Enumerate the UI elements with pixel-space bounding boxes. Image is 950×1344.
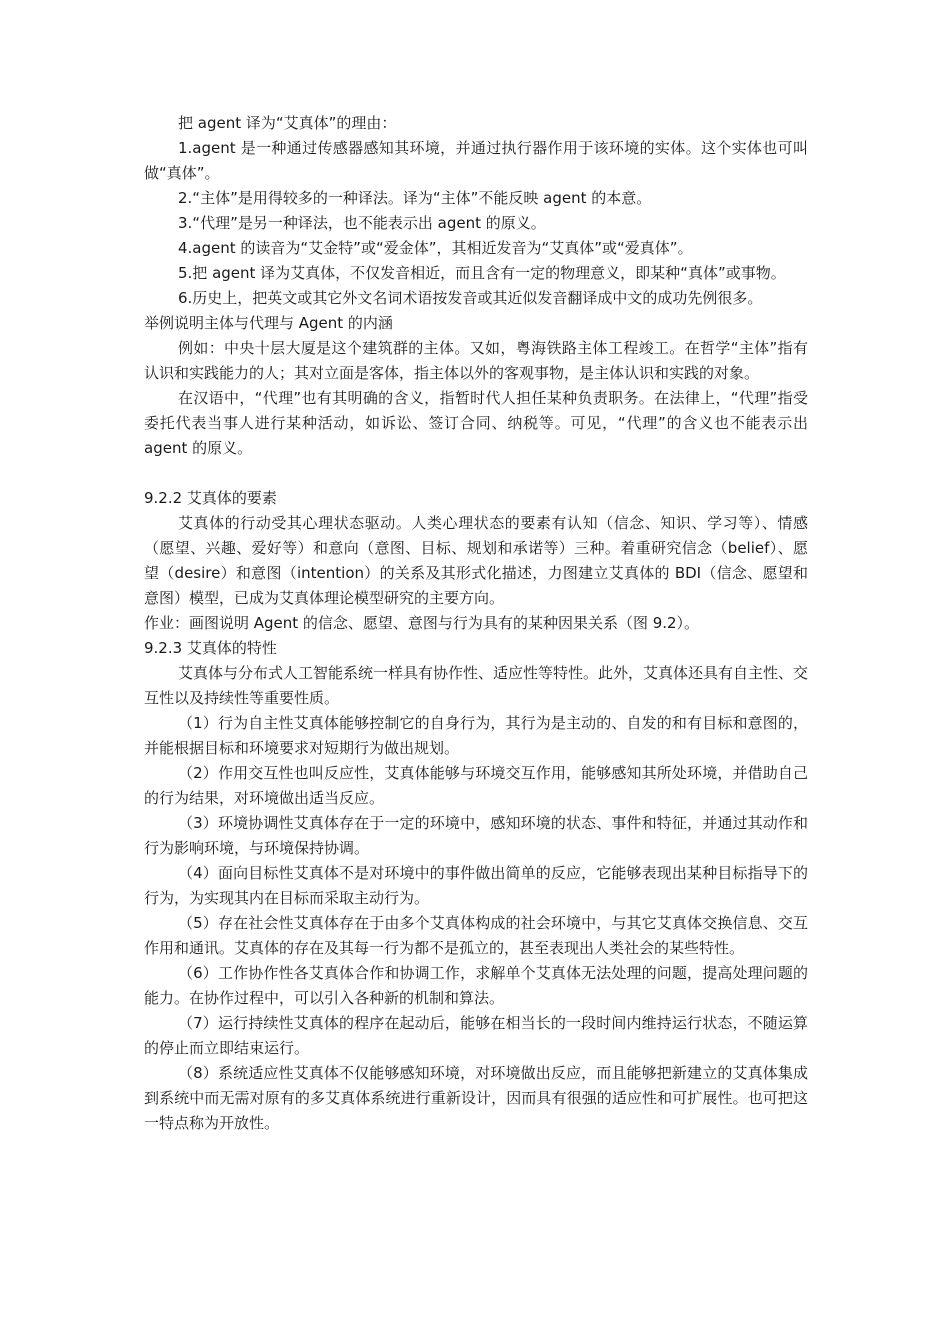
- body-paragraph: 艾真体的行动受其心理状态驱动。人类心理状态的要素有认知（信念、知识、学习等）、情感（愿望、兴趣、爱好等）和意向（意图、目标、规划和承诺等）三种。着重研究信念（belief）、愿望（desire）和意图（intention）的关系及其形式化描述，力图建立艾真体的 BDI（信念、愿望和意图）模型，已成为艾真体理论模型研究的主要方向。: [144, 514, 808, 607]
- example-paragraph: 例如：中央十层大厦是这个建筑群的主体。又如，粤海铁路主体工程竣工。在哲学“主体”指有认识和实践能力的人；其对立面是客体，指主体以外的客观事物，是主体认识和实践的对象。: [144, 339, 808, 382]
- section-heading: 9.2.3 艾真体的特性: [144, 639, 277, 657]
- property-item: （8）系统适应性艾真体不仅能够感知环境，对环境做出反应，而且能够把新建立的艾真体集成到系统中而无需对原有的多艾真体系统进行重新设计，因而具有很强的适应性和可扩展性。也可把这一特点称为开放性。: [144, 1064, 808, 1132]
- example-heading: 举例说明主体与代理与 Agent 的内涵: [144, 314, 393, 332]
- property-item: （1）行为自主性艾真体能够控制它的自身行为，其行为是主动的、自发的和有目标和意图的，并能根据目标和环境要求对短期行为做出规划。: [144, 714, 808, 757]
- blank-line: [144, 461, 808, 486]
- reason-item: 4.agent 的读音为“艾金特”或“爱金体”，其相近发音为“艾真体”或“爱真体”。: [178, 239, 693, 257]
- document-page: [144, 111, 808, 1136]
- body-paragraph: 艾真体与分布式人工智能系统一样具有协作性、适应性等特性。此外，艾真体还具有自主性、交互性以及持续性等重要性质。: [144, 664, 809, 707]
- reasons-intro: 把 agent 译为“艾真体”的理由：: [178, 114, 397, 132]
- property-item: （7）运行持续性艾真体的程序在起动后，能够在相当长的一段时间内维持运行状态，不随运算的停止而立即结束运行。: [144, 1014, 808, 1057]
- example-paragraph: 在汉语中，“代理”也有其明确的含义，指暂时代人担任某种负责职务。在法律上，“代理”指受委托代表当事人进行某种活动，如诉讼、签订合同、纳税等。可见，“代理”的含义也不能表示出 agent 的原义。: [144, 389, 808, 457]
- reason-item: 1.agent 是一种通过传感器感知其环境，并通过执行器作用于该环境的实体。这个实体也可叫做“真体”。: [144, 139, 808, 182]
- homework-line: 作业：画图说明 Agent 的信念、愿望、意图与行为具有的某种因果关系（图 9.2）。: [144, 614, 700, 632]
- reason-item: 5.把 agent 译为艾真体，不仅发音相近，而且含有一定的物理意义，即某种“真体”或事物。: [178, 264, 786, 282]
- property-item: （4）面向目标性艾真体不是对环境中的事件做出简单的反应，它能够表现出某种目标指导下的行为，为实现其内在目标而采取主动行为。: [144, 864, 808, 907]
- property-item: （3）环境协调性艾真体存在于一定的环境中，感知环境的状态、事件和特征，并通过其动作和行为影响环境，与环境保持协调。: [144, 814, 808, 857]
- section-heading: 9.2.2 艾真体的要素: [144, 489, 277, 507]
- reason-item: 3.“代理”是另一种译法，也不能表示出 agent 的原义。: [178, 214, 546, 232]
- property-item: （6）工作协作性各艾真体合作和协调工作，求解单个艾真体无法处理的问题，提高处理问题的能力。在协作过程中，可以引入各种新的机制和算法。: [144, 964, 808, 1007]
- property-item: （5）存在社会性艾真体存在于由多个艾真体构成的社会环境中，与其它艾真体交换信息、交互作用和通讯。艾真体的存在及其每一行为都不是孤立的，甚至表现出人类社会的某些特性。: [144, 914, 808, 957]
- reason-item: 6.历史上，把英文或其它外文名词术语按发音或其近似发音翻译成中文的成功先例很多。: [178, 289, 763, 307]
- property-item: （2）作用交互性也叫反应性，艾真体能够与环境交互作用，能够感知其所处环境，并借助自己的行为结果，对环境做出适当反应。: [144, 764, 808, 807]
- reason-item: 2.“主体”是用得较多的一种译法。译为“主体”不能反映 agent 的本意。: [178, 189, 652, 207]
